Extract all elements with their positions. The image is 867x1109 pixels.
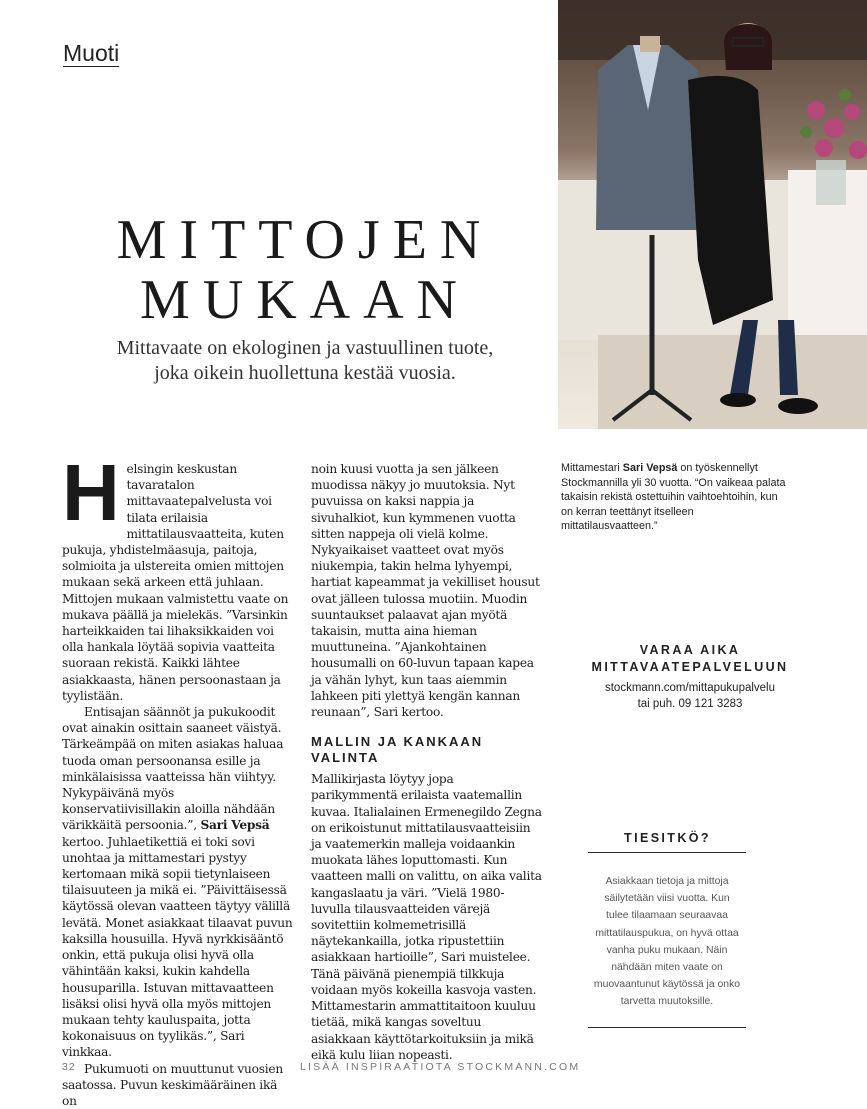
headline-line-2: MUKAAN bbox=[140, 269, 470, 331]
tailor-photo bbox=[558, 0, 867, 429]
person-name: Sari Vepsä bbox=[200, 818, 270, 833]
divider-bottom bbox=[588, 1027, 746, 1028]
headline-line-1: MITTOJEN bbox=[116, 209, 494, 271]
subheading: MALLIN JA KANKAAN VALINTA bbox=[311, 734, 484, 766]
tiesitko-text: Asiakkaan tietoja ja mittoja säilytetään viisi vuotta. Kun tulee tilaamaan seuraavaa mittatilauspukua, on hyvä ottaa vanha puku mukaan. Näin nähdään miten vaate on muovaantunut käytössä ja onko tarvetta muutoksille. bbox=[593, 876, 741, 1008]
cta-url: stockmann.com/mittapukupalvelu bbox=[604, 682, 776, 694]
paragraph-2: Entisajan säännöt ja pukukoodit ovat ainakin osittain saaneet väistyä. Tärkeämpää on miten asiakas haluaa tuoda oman persoonansa esille ja minkälaisissa vaatteissa hän viihtyy. Nykypäivänä myös konservatiivisillakin aloilla nähdään värikkäitä persoonia.”, Sari Vepsä kertoo. Juhlaetikettiä ei toki sovi unohtaa ja mittamestari pystyy kertomaan mikä sopii tietynlaiseen tilaisuuteen ja mikä ei. ”Päivittäisessä käytössä olevan vaatteen täytyy välillä levätä. Monet asiakkaat tilaavat puvun kaksilla housuilla. Hyvä nyrkkisääntö onkin, että pukuja olisi hyvä olla vähintään kaksi, kukin kahdella housuparilla. Istuvan mittavaatteen lisäksi olisi hyvä olla myös mittojen mukaan tehty kauluspaita, jotta kokonaisuus on tyylikäs.”, Sari vinkkaa. bbox=[62, 705, 293, 1060]
cta-phone: tai puh. 09 121 3283 bbox=[637, 698, 743, 710]
paragraph-5: Mallikirjasta löytyy jopa parikymmentä erilaista vaatemallin kuvaa. Italialainen Ermenegildo Zegna on erikoistunut mittatilausvaatteisiin ja vaatemerkin malleja voidaankin muokata lähes loputtomasti. Kun vaatteen malli on valittu, on aika valita kangaslaatu ja väri. ”Vielä 1980-luvulla tilausvaatteiden värejä sovitettiin kolmemetrisillä näytekankailla, jotka ripustettiin asiakkaan hartioille”, Sari muistelee. Tänä päivänä pienempiä tilkkuja voidaan myös kokeilla kasvoja vasten. Mittamestarin ammattitaitoon kuuluu tietää, mikä kangas soveltuu asiakkaan käyttötarkoituksiin ja mikä eikä kulu liian nopeasti. bbox=[311, 772, 542, 1062]
paragraph-4: noin kuusi vuotta ja sen jälkeen muodissa näkyy jo muutoksia. Nyt puvuissa on kaksi nappia ja sivuhalkiot, kun kymmenen vuotta sitten nappeja oli vielä kolme. Nykyaikaiset vaatteet ovat myös niukempia, takin helma lyhyempi, hartiat kapeammat ja vekilliset housut ovat jälleen tulossa muotiin. Muodin suuntaukset palaavat ajan myötä takaisin, mutta aina hieman muuttuneina. ”Ajankohtainen housumalli on 60-luvun tapaan kapea ja vähän lyhyt, kun taas aiemmin lahkeen piti ylettyä kengän kannan reunaan”, Sari kertoo. bbox=[311, 462, 540, 720]
cta-title-line-2: MITTAVAATEPALVELUUN bbox=[591, 660, 789, 674]
caption-name: Sari Vepsä bbox=[622, 462, 678, 474]
divider-top bbox=[588, 852, 746, 853]
deck-line-1: Mittavaate on ekologinen ja vastuullinen tuote, bbox=[116, 337, 494, 359]
section-label: Muoti bbox=[63, 40, 120, 66]
paragraph-3: Pukumuoti on muuttunut vuosien saatossa. Puvun keskimääräinen ikä on bbox=[62, 1061, 283, 1108]
drop-cap: H bbox=[62, 448, 120, 537]
cta-title-line-1: VARAA AIKA bbox=[639, 643, 741, 657]
article-column-2 bbox=[311, 461, 542, 1063]
paragraph-1: elsingin keskustan tavaratalon mittavaatepalvelusta voi tilata erilaisia mittatilausvaatteita, kuten pukuja, yhdistelmäasuja, paitoja, solmioita ja ulstereita omien mittojen mukaan sekä arkeen että juhlaan. Mittojen mukaan valmistettu vaate on mukava päällä ja mielekäs. ”Varsinkin harteikkaiden tai lihaksikkaiden voi olla hankala löytää sopivia vaatteita suoraan rekistä. Kaikki lähtee asiakkaasta, hänen persoonastaan ja tyylistään. bbox=[62, 462, 289, 703]
photo-caption: Mittamestari Sari Vepsä on työskennellyt Stockmannilla yli 30 vuotta. “On vaikeaa palata takaisin rekistä ostettuihin vaihtoehtoihin, kun on kerran teettänyt itselleen mittatilausvaatteen.” bbox=[561, 462, 786, 532]
footer-text: LISÄÄ INSPIRAATIOTA STOCKMANN.COM bbox=[300, 1061, 581, 1073]
article-column-1 bbox=[62, 448, 294, 1109]
tiesitko-title: TIESITKÖ? bbox=[624, 831, 711, 845]
deck-line-2: joka oikein huollettuna kestää vuosia. bbox=[154, 362, 456, 384]
page-number: 32 bbox=[62, 1061, 76, 1073]
deck-text bbox=[90, 336, 520, 386]
